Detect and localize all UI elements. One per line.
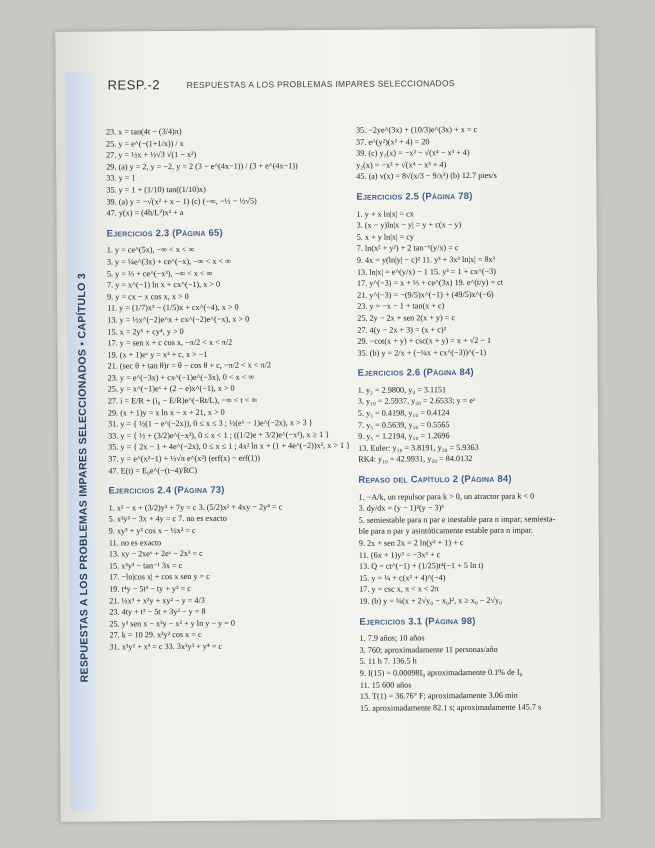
section-heading: Repaso del Capítulo 2 (Página 84) (358, 473, 512, 486)
answer-line: 9. y = cx − x cos x, x > 0 (107, 291, 189, 302)
answer-line: 35. (b) y = 2/x + (−¼x + cx^(−3))^(−1) (357, 347, 487, 358)
answer-line: 25. 2y − 2x + sen 2(x + y) = c (357, 313, 456, 323)
answer-line: 13. Q = ct^(−1) + (1/25)t⁴(−1 + 5 ln t) (358, 561, 484, 571)
section-heading: Ejercicios 2.6 (Página 84) (357, 367, 474, 380)
answer-line: 19. (x + 1)eˣ y = x² + c, x > −1 (107, 349, 208, 360)
answer-line: 5. 11 h 7. 136.5 h (359, 656, 417, 667)
answer-line: 21. y^(−3) = −(9/5)x^(−1) + (49/5)x^(−6) (357, 289, 494, 300)
section-heading: Ejercicios 2.5 (Página 78) (356, 190, 473, 203)
answer-line: 15. y = ¼ + c(x² + 4)^(−4) (359, 572, 446, 583)
answer-line: 39. (a) y = −√(x² + x − 1) (c) (−∞, −½ − ½√5) (106, 196, 257, 207)
answer-line: 13. Euler: y₁₀ = 3.8191, y₂₀ = 5.9363 (358, 442, 479, 453)
answer-line: 17. y = sen x + c cos x, −π/2 < x < π/2 (107, 337, 233, 348)
answer-line: 37. e^(y²)(x² + 4) = 20 (355, 136, 430, 147)
answer-line: 31. x²y² + x³ = c 33. 3x²y³ + y⁴ = c (109, 641, 223, 652)
answer-line: 17. y^(−3) = x + ⅓ + ce^(3x) 19. e^(t/y) = ct (356, 277, 504, 288)
answer-line: 1. y = ce^(5x), −∞ < x < ∞ (106, 245, 195, 255)
answer-line: 1. x² − x + (3/2)y² + 7y = c 3. (5/2)x² + 4xy − 2y⁴ = c (108, 502, 283, 513)
side-chapter-label: RESPUESTAS A LOS PROBLEMAS IMPARES SELECCIONADOS • CAPÍTULO 3 (75, 273, 91, 683)
answer-line: 21. (sec θ + tan θ)r = θ − cos θ + c, −π/2 < x < π/2 (107, 360, 271, 371)
page-title: RESPUESTAS A LOS PROBLEMAS IMPARES SELECCIONADOS (186, 78, 455, 90)
answer-line: 27. y = ½x + ½√3 √(1 − x²) (106, 150, 197, 160)
answer-line: 29. −cot(x + y) + csc(x + y) = x + √2 − 1 (357, 335, 492, 346)
answer-line: 3. y = ¼e^(3x) + ce^(−x), −∞ < x < ∞ (106, 256, 232, 267)
answer-line: 9. xy³ + y² cos x − ½x² = c (108, 525, 196, 536)
answer-line: 15. x³y³ − tan⁻¹ 3x = c (108, 560, 183, 571)
answer-line: 25. y = x^(−1)eˣ + (2 − e)x^(−1), x > 0 (107, 384, 235, 395)
answer-line: 7. y₅ = 0.5639, y₁₀ = 0.5565 (357, 419, 450, 430)
answer-line: 3. y₁₀ = 2.5937, y₂₀ = 2.6533; y = eˣ (357, 396, 476, 407)
answer-line: 35. y = { 2x − 1 + 4e^(−2x), 0 ≤ x ≤ 1 ; 4x² ln x + (1 + 4e^(−2))x², x > 1 } (108, 441, 351, 452)
answer-line: 19. (b) y = ¼(x + 2√y₀ − x₀)², x ≥ x₀ − 2√y₀ (359, 595, 502, 606)
answer-line: 25. y² sen x − x³y − x² + y ln y − y = 0 (109, 618, 235, 629)
answer-line: 29. (x + 1)y = x ln x − x + 21, x > 0 (107, 407, 225, 418)
section-heading: Ejercicios 2.3 (Página 65) (106, 227, 223, 240)
answer-line: 23. 4ty + t² − 5t + 3y² − y = 8 (109, 607, 206, 617)
answer-line: 5. y₅ = 0.4198, y₁₀ = 0.4124 (357, 408, 450, 418)
answer-line: 45. (a) v(x) = 8√(x/3 − 9/x²) (b) 12.7 pies/s (356, 171, 497, 182)
answer-line: 15. aproximadamente 82.1 s; aproximadamente 145.7 s (359, 702, 542, 713)
answer-line: 27. 4(y − 2x + 3) = (x + c)² (357, 324, 447, 335)
answer-line: 1. y₂ = 2.9800, y₄ = 3.1151 (357, 385, 447, 395)
answer-line: 23. x = tan(4t − (3/4)π) (105, 127, 182, 137)
answer-line: 29. (a) y = 2, y = −2, y = 2 (3 − e^(4x−1)) / (3 + e^(4x−1)) (106, 160, 298, 172)
answer-line: 35. −2ye^(3x) + (10/3)e^(3x) + x = c (355, 124, 478, 135)
answer-line: 17. y = csc x, π < x < 2π (359, 584, 439, 595)
answer-line: 47. E(t) = E₀e^(−(t−4)/RC) (108, 465, 198, 476)
answer-line: 9. y₅ = 1.2194, y₁₀ = 1.2696 (358, 431, 450, 442)
answer-line: 33. y = { ½ + (3/2)e^(−x²), 0 ≤ x < 1 ; ((1/2)e + 3/2)e^(−x²), x ≥ 1 } (108, 429, 330, 441)
answer-line: 19. t⁴y − 5t³ − ty + y³ = c (109, 583, 191, 594)
answer-line: 13. y = ½x^(−2)e^x + cx^(−2)e^(−x), x > 0 (107, 314, 250, 325)
answer-line: RK4: y₁₀ = 42.9931, y₂₀ = 84.0132 (358, 454, 473, 465)
answer-line: 3. (x − y)ln|x − y| = y + c(x − y) (356, 220, 462, 230)
page-reference: RESP.-2 (107, 77, 161, 93)
answer-line: 11. no es exacto (108, 537, 162, 548)
answer-line: 33. y = 1 (106, 173, 136, 183)
answer-line: 27. i = E/R + (i₀ − E/R)e^(−Rt/L), −∞ < t < ∞ (107, 395, 258, 406)
answer-line: 7. ln(x² + y²) + 2 tan⁻¹(y/x) = c (356, 243, 459, 254)
answer-line: ble para n par y asintóticamente estable para n impar. (358, 525, 533, 537)
section-heading: Ejercicios 2.4 (Página 73) (108, 484, 225, 497)
answer-line: 13. ln|x| = e^(y/x) − 1 15. y³ = 1 + cx^(−3) (356, 266, 497, 277)
answer-line: 1. y + x ln|x| = cx (356, 208, 414, 219)
answer-line: 15. x = 2y⁶ + cy⁴, y > 0 (107, 326, 184, 337)
answer-line: y₂(x) = −x² + √(x⁴ − x³ + 4) (356, 159, 447, 170)
answer-line: 1. −A/k, un repulsor para k > 0, un atractor para k < 0 (358, 491, 535, 502)
book-page (55, 28, 601, 822)
answer-line: 11. (6x + 1)y³ = −3x³ + c (358, 549, 441, 560)
answer-line: 9. 2x + sen 2x = 2 ln(y² + 1) + c (358, 538, 464, 548)
side-strip (66, 72, 97, 812)
answer-line: 27. k = 10 29. x²y² cos x = c (109, 630, 202, 640)
answer-line: 13. T(1) = 36.76° F; aproximadamente 3.06 min (359, 690, 518, 701)
answer-line: 3. 760; aproximadamente 11 personas/año (359, 644, 498, 655)
answer-line: 35. y = 1 + (1/10) tan((1/10)x) (106, 184, 206, 195)
right-column (356, 123, 595, 714)
answer-line: 17. −ln|cos x| + cos x sen y = c (109, 572, 210, 582)
answer-line: 37. y = e^(x²−1) + ½√π e^(x²) (erf(x) − erf(1)) (108, 453, 261, 464)
section-heading: Ejercicios 3.1 (Página 98) (359, 615, 476, 628)
answer-line: 39. (c) y₁(x) = −x² − √(x⁴ − x³ + 4) (356, 148, 470, 158)
answer-line: 13. xy − 2xeˣ + 2eˣ − 2x³ = c (108, 549, 203, 559)
answer-line: 11. y = (1/7)x³ − (1/5)x + cx^(−4), x > 0 (107, 302, 239, 313)
answer-line: 21. ⅓x³ + x²y + xy² − y = 4/3 (109, 595, 205, 606)
answer-line: 31. y = { ½(1 − e^(−2x)), 0 ≤ x ≤ 3 ; ½(e⁶ − 1)e^(−2x), x > 3 } (107, 418, 313, 429)
answer-line: 23. y = e^(−3x) + cx^(−1)e^(−3x), 0 < x < ∞ (107, 372, 255, 383)
answer-line: 5. y = ⅓ + ce^(−x³), −∞ < x < ∞ (106, 268, 213, 279)
left-column (106, 125, 350, 653)
answer-line: 5. x²y² − 3x + 4y = c 7. no es exacto (108, 514, 227, 524)
answer-line: 5. semiestable para n par e inestable para n impar; semiesta- (358, 514, 556, 525)
answer-line: 3. dy/dx = (y − 1)²(y − 3)³ (358, 503, 444, 514)
answer-line: 25. y = e^(−(1+1/x)) / x (105, 138, 184, 149)
answer-line: 5. x + y ln|x| = cy (356, 232, 415, 242)
answer-line: 11. 15 600 años (359, 679, 412, 690)
answer-line: 9. 4x = y(ln|y| − c)² 11. y³ + 3x³ ln|x| = 8x³ (356, 254, 496, 265)
answer-line: 1. 7.9 años; 10 años (359, 633, 425, 643)
answer-line: 9. I(15) = 0.00098I₀ aproximadamente 0.1% de I₀ (359, 667, 523, 678)
answer-line: 23. y = −x − 1 + tan(x + c) (357, 301, 445, 312)
answer-line: 47. y(x) = (4h/L²)x² + a (106, 208, 184, 218)
answer-line: 7. y = x^(−1) ln x + cx^(−1), x > 0 (106, 279, 221, 290)
